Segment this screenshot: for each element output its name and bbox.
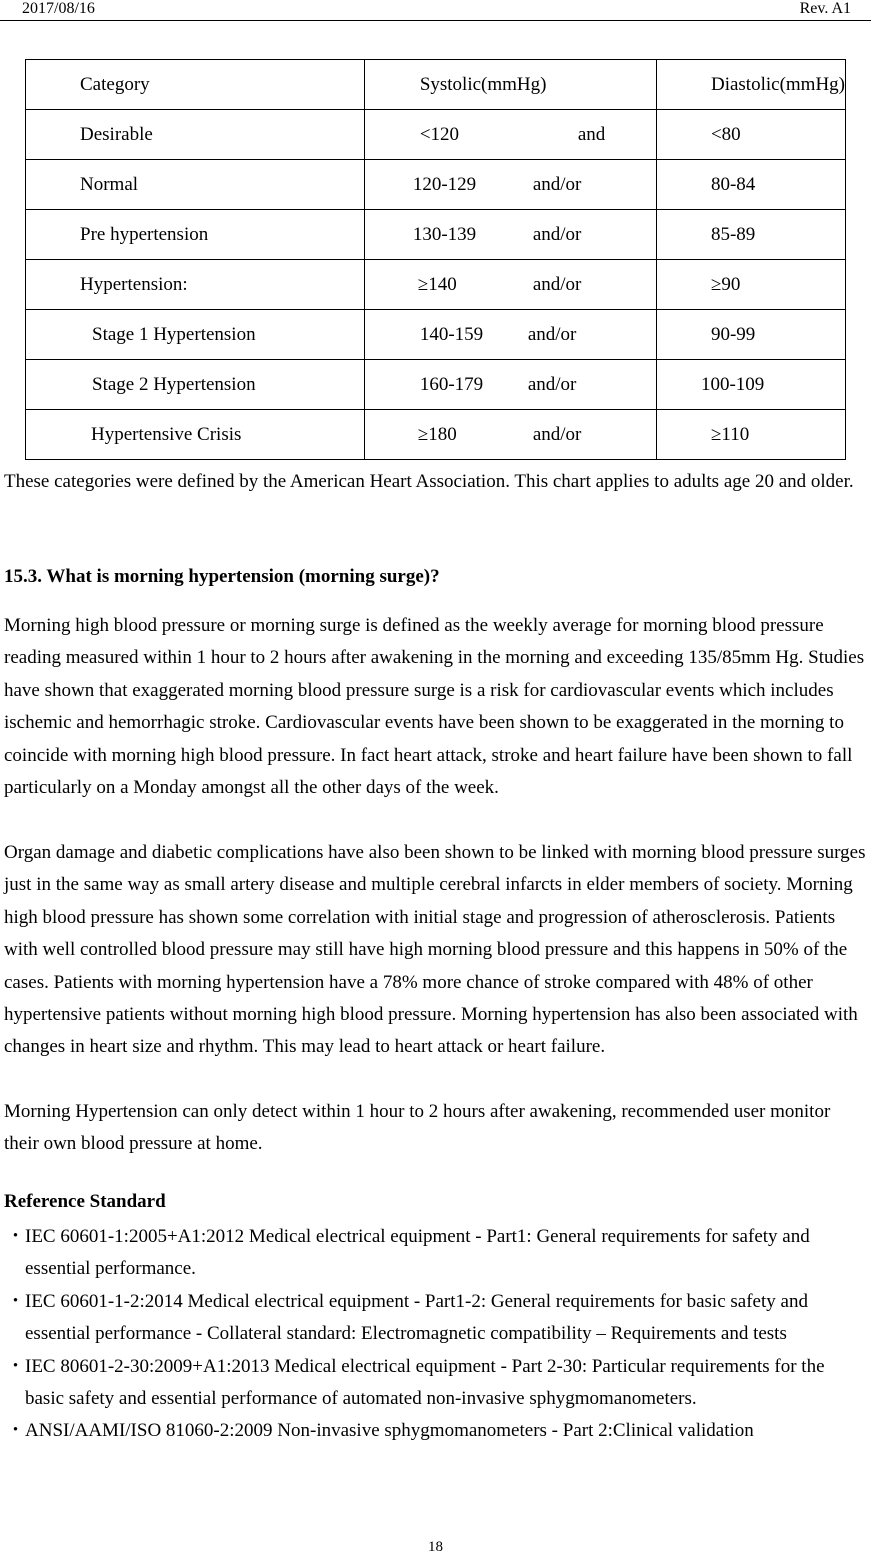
reference-list — [4, 1221, 866, 1448]
table-row — [26, 110, 846, 160]
reference-item: ・ ANSI/AAMI/ISO 81060-2:2009 Non-invasive sphygmomanometers - Part 2:Clinical validation — [4, 1415, 866, 1447]
row-diastolic: ≥90 — [656, 260, 845, 310]
table-row — [26, 260, 846, 310]
row-systolic: ≥140 and/or — [364, 260, 656, 310]
row-systolic: 140-159 and/or — [364, 310, 656, 360]
row-systolic: <120 and — [364, 110, 656, 160]
bullet-icon: ・ — [6, 1226, 26, 1247]
header-systolic: Systolic(mmHg) — [364, 60, 656, 110]
table-row — [26, 310, 846, 360]
row-connector: and/or — [532, 273, 582, 295]
row-category: Stage 1 Hypertension — [26, 310, 365, 360]
table-row — [26, 410, 846, 460]
row-category: Hypertension: — [26, 260, 365, 310]
bullet-icon: ・ — [6, 1355, 26, 1377]
row-systolic: 120-129 and/or — [364, 160, 656, 210]
row-diastolic: 85-89 — [656, 210, 845, 260]
paragraph: Morning high blood pressure or morning surge is defined as the weekly average for morning blood pressure reading measured within 1 hour to 2 hours after awakening in the morning and exceeding 135/85mm Hg. Studies have shown that exaggerated morning blood pressure surge is a risk for cardiovascular events which includes ischemic and hemorrhagic stroke. Cardiovascular events have been shown to be exaggerated in the morning to coincide with morning high blood pressure. In fact heart attack, stroke and heart failure have been shown to fall particularly on a Monday amongst all the other days of the week. — [4, 615, 865, 799]
table-header-row — [26, 60, 846, 110]
row-connector: and/or — [527, 323, 577, 345]
header-diastolic: Diastolic(mmHg) — [656, 60, 845, 110]
row-diastolic: 80-84 — [656, 160, 845, 210]
row-diastolic: <80 — [656, 110, 845, 160]
reference-heading: Reference Standard — [4, 1191, 166, 1212]
table-row — [26, 210, 846, 260]
row-category: Hypertensive Crisis — [26, 410, 365, 460]
reference-item: ・ IEC 80601-2-30:2009+A1:2013 Medical electrical equipment - Part 2-30: Particular requirements for the basic safety and essential performance of automated non-invasive sphygmomanometers. — [4, 1351, 866, 1416]
reference-item: ・ IEC 60601-1:2005+A1:2012 Medical electrical equipment - Part1: General requirements for safety and essential performance. — [4, 1221, 866, 1286]
row-category: Desirable — [26, 110, 365, 160]
row-systolic: 160-179 and/or — [364, 360, 656, 410]
bullet-icon: ・ — [6, 1420, 26, 1442]
row-diastolic: 100-109 — [656, 360, 845, 410]
row-connector: and/or — [527, 373, 577, 395]
header-category: Category — [26, 60, 365, 110]
row-category: Stage 2 Hypertension — [26, 360, 365, 410]
row-category: Normal — [26, 160, 365, 210]
paragraph: Morning Hypertension can only detect within 1 hour to 2 hours after awakening, recommended user monitor their own blood pressure at home. — [4, 1101, 831, 1155]
row-connector: and/or — [532, 223, 582, 245]
row-systolic: 130-139 and/or — [364, 210, 656, 260]
row-connector: and — [577, 123, 606, 145]
table-note: These categories were defined by the American Heart Association. This chart applies to adults age 20 and older. — [4, 471, 854, 492]
header-revision: Rev. A1 — [799, 0, 851, 17]
row-connector: and/or — [532, 173, 582, 195]
table-row — [26, 160, 846, 210]
page-number: 18 — [428, 1539, 443, 1555]
bullet-icon: ・ — [6, 1290, 26, 1312]
page-header — [0, 0, 871, 21]
section-heading: 15.3. What is morning hypertension (morning surge)? — [4, 566, 440, 587]
reference-item: ・ IEC 60601-1-2:2014 Medical electrical equipment - Part1-2: General requirements for basic safety and essential performance - Collateral standard: Electromagnetic compatibility – Requirements and tests — [4, 1286, 866, 1351]
row-systolic: ≥180 and/or — [364, 410, 656, 460]
header-date: 2017/08/16 — [22, 0, 95, 17]
row-diastolic: ≥110 — [656, 410, 845, 460]
row-diastolic: 90-99 — [656, 310, 845, 360]
table-row — [26, 360, 846, 410]
row-connector: and/or — [532, 423, 582, 445]
row-category: Pre hypertension — [26, 210, 365, 260]
blood-pressure-table — [25, 59, 846, 460]
paragraph: Organ damage and diabetic complications have also been shown to be linked with morning blood pressure surges just in the same way as small artery disease and multiple cerebral infarcts in elder members of society. Morning high blood pressure has shown some correlation with initial stage and progression of atherosclerosis. Patients with well controlled blood pressure may still have high morning blood pressure and this happens in 50% of the cases. Patients with morning hypertension have a 78% more chance of stroke compared with 48% of other hypertensive patients without morning high blood pressure. Morning hypertension has also been associated with changes in heart size and rhythm. This may lead to heart attack or heart failure. — [4, 842, 866, 1058]
